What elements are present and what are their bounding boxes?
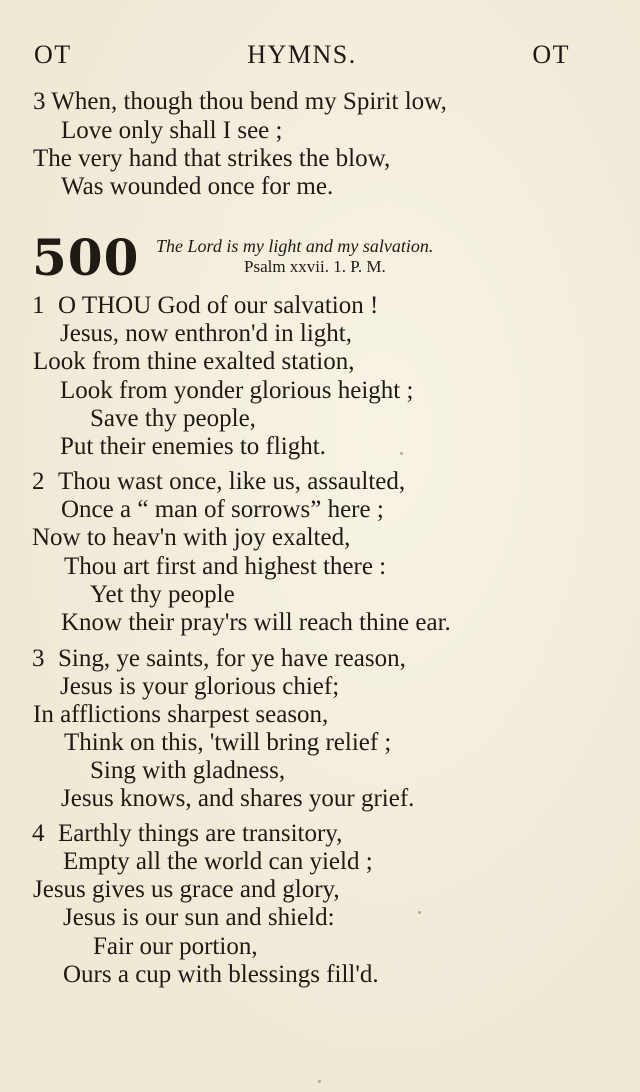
previous-hymn-line: Was wounded once for me. — [61, 173, 334, 200]
verse-line: Jesus is your glorious chief; — [60, 673, 340, 700]
verse-line: Sing with gladness, — [90, 757, 286, 784]
verse-number: 3 — [32, 645, 45, 672]
verse-line: Fair our portion, — [93, 933, 258, 960]
header-right-label: OT — [532, 40, 570, 69]
verse-line: In afflictions sharpest season, — [33, 701, 329, 728]
verse-line: Put their enemies to flight. — [60, 433, 326, 460]
verse-line: Empty all the world can yield ; — [63, 848, 373, 875]
hymn-reference: Psalm xxvii. 1. P. M. — [244, 257, 386, 276]
verse-line: Look from thine exalted station, — [33, 348, 355, 375]
verse-line: Now to heav'n with joy exalted, — [32, 524, 351, 551]
verse-line: Thou wast once, like us, assaulted, — [58, 468, 406, 495]
verse-line: Look from yonder glorious height ; — [60, 377, 414, 404]
verse-line: Jesus knows, and shares your grief. — [61, 785, 415, 812]
header-left-label: OT — [34, 40, 72, 69]
verse-2-line-1 — [32, 468, 405, 496]
previous-hymn-line: The very hand that strikes the blow, — [33, 145, 391, 172]
header-title: HYMNS. — [247, 40, 357, 69]
verse-line: Jesus gives us grace and glory, — [33, 876, 340, 903]
verse-line: Know their pray'rs will reach thine ear. — [61, 609, 451, 636]
previous-hymn-line: 3 When, though thou bend my Spirit low, — [33, 88, 447, 115]
verse-line: Think on this, 'twill bring relief ; — [64, 729, 392, 756]
previous-hymn-line: Love only shall I see ; — [61, 117, 283, 144]
verse-3-line-1 — [32, 645, 406, 673]
paper-speck — [318, 1080, 321, 1083]
verse-line: Thou art first and highest there : — [64, 553, 387, 580]
verse-line: Ours a cup with blessings fill'd. — [63, 961, 379, 988]
hymn-number: 500 — [32, 228, 140, 287]
verse-number: 2 — [32, 468, 45, 495]
verse-line: O THOU God of our salvation ! — [58, 292, 379, 319]
verse-line: Jesus is our sun and shield: — [63, 904, 335, 931]
verse-line: Earthly things are transitory, — [58, 820, 343, 847]
verse-line: Yet thy people — [90, 581, 235, 608]
verse-line: Jesus, now enthron'd in light, — [60, 320, 352, 347]
hymn-subtitle: The Lord is my light and my salvation. — [156, 236, 434, 256]
verse-4-line-1 — [32, 820, 342, 848]
verse-number: 4 — [32, 820, 45, 847]
verse-line: Save thy people, — [90, 405, 256, 432]
paper-speck — [400, 452, 403, 455]
verse-line: Sing, ye saints, for ye have reason, — [58, 645, 406, 672]
verse-line: Once a “ man of sorrows” here ; — [61, 496, 384, 523]
verse-number: 1 — [32, 292, 45, 319]
running-header — [34, 40, 570, 76]
verse-1-line-1 — [32, 292, 378, 320]
paper-speck — [418, 911, 421, 914]
